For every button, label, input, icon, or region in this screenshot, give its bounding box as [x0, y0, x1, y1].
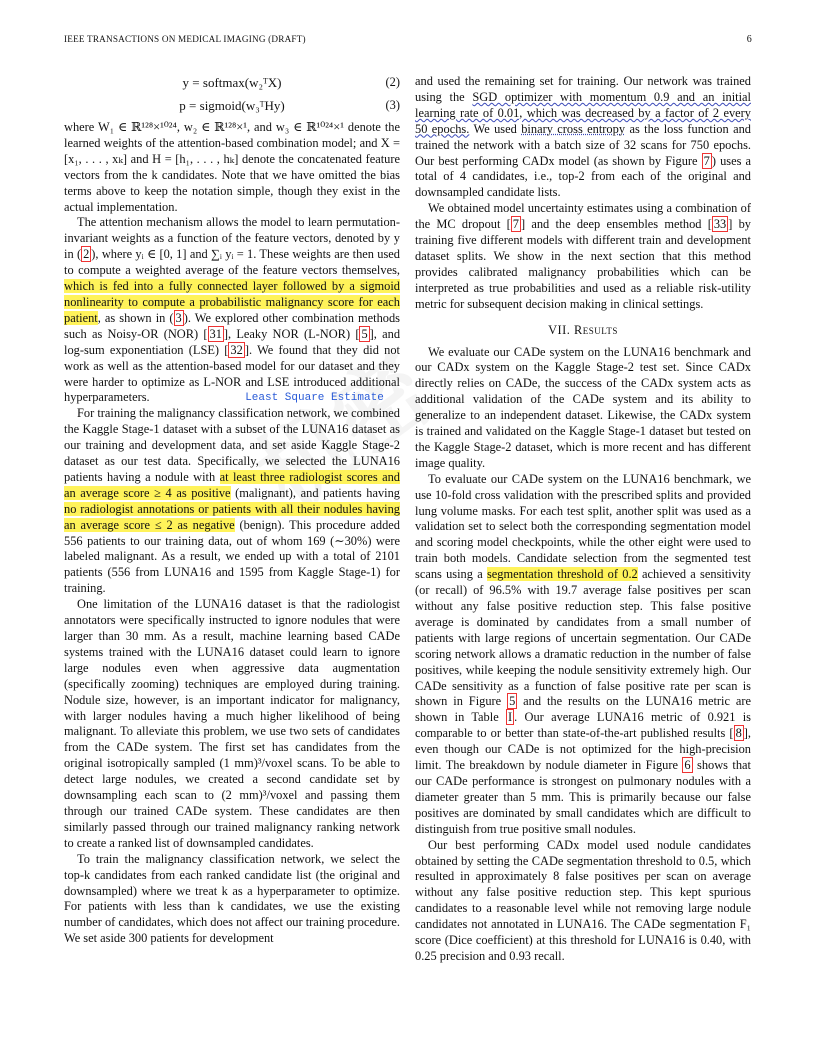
paragraph-uncertainty: We obtained model uncertainty estimates using a combination of the MC dropout [ 7 ] and the deep ensembles method [ 33 ] by training five different models with different train and development dataset splits. We show in the next section that this method provides calibrated malignancy probabilities which can be interpreted as true probabilities and used as a reliable risk-utility metric for subsequent decision making in clinical settings.: [415, 201, 751, 311]
citation-link[interactable]: 8: [735, 726, 742, 741]
citation-link[interactable]: 31: [209, 326, 222, 341]
equation-3: [64, 97, 400, 120]
highlighted-text: which is fed into a fully connected layer followed by a sigmoid nonlinearity to compute a probabilistic malignancy score for each patient: [64, 279, 400, 325]
citation-link[interactable]: 7: [512, 217, 519, 232]
citation-link[interactable]: 33: [713, 217, 727, 232]
citation-link[interactable]: 32: [230, 342, 243, 357]
highlighted-text: no radiologist annotations or patients with all their nodules having an average score ≤ 2 as negative: [64, 501, 400, 532]
citation-link[interactable]: 5: [361, 326, 368, 341]
section-heading-results: VII. Results: [548, 322, 618, 337]
journal-title: IEEE TRANSACTIONS ON MEDICAL IMAGING (DRAFT): [64, 34, 306, 44]
figure-ref-link[interactable]: 7: [703, 153, 710, 168]
right-column: [415, 74, 751, 965]
underlined-text: SGD optimizer with momentum 0.9 and an initial learning rate of 0.01, which was decreased by a factor of 2 every 50 epochs.: [415, 89, 751, 136]
paragraph-optimizer: and used the remaining set for training. Our network was trained using the SGD optimizer with momentum 0.9 and an initial learning rate of 0.01, which was decreased by a factor of 2 every 50 epochs. We used binary cross entropy as the loss function and trained the network with a batch size of 32 scans for 750 epochs. Our best performing CADx model (as shown by Figure 7 ) uses a total of 4 candidates, i.e., top-2 from each of the original and downsampled candidate lists.: [415, 74, 752, 200]
paragraph-limitation: One limitation of the LUNA16 dataset is that the radiologist annotators were specifically instructed to ignore nodules that were larger than 30 mm. As a result, machine learning based CADe systems trained with the LUNA16 dataset could learn to ignore large nodules even when aggressive data augmentation (specifically zooming) techniques are employed during training. Nodule size, however, is an important indicator for malignancy, with larger nodules having a much higher likelihood of being malignant. To alleviate this problem, we use two sets of candidates from the CADe system. The first set has candidates from the original isotropically sampled (1 mm)³/voxel scans. To be able to detect large nodules, we created a second candidate set by downsampling each scan to (2 mm)³/voxel and passing them through our trained CADe system. These candidates are then similarly passed through our trained malignancy ranking network to create a ranked list of downsampled candidates.: [64, 597, 400, 850]
equation-3-body: p = sigmoid(w₃ᵀHy): [179, 98, 285, 113]
figure-ref-link[interactable]: 6: [684, 758, 691, 773]
paragraph-topk: To train the malignancy classification network, we select the top-k candidates from each ranked candidate list (the original and downsampled) where we treat k as a hyperparameter to optimize. For patients with less than k candidates, we use the existing number of candidates, which does not affect our training procedure. We set aside 300 patients for development: [64, 851, 400, 946]
equation-2-number: (2): [385, 75, 400, 89]
page-header: [64, 34, 752, 46]
highlighted-text: at least three radiologist scores and an average score ≥ 4 as positive: [64, 469, 400, 500]
paragraph-training-data: For training the malignancy classification network, we combined the Kaggle Stage-1 dataset with a subset of the LUNA16 dataset as our training and development data, and set aside Kaggle Stage-2 dataset as our test data. Specifically, we selected the LUNA16 patients having a nodule with at least three radiologist scores and an average score ≥ 4 as positive (malignant), and patients having no radiologist annotations or patients with all their nodules having an average score ≤ 2 as negative (benign). This procedure added 556 patients to our training data, out of whom 169 (∼30%) were labeled malignant. As a result, we ended up with a total of 2101 patients (556 from LUNA16 and 1595 from Kaggle Stage-1) for training.: [64, 406, 400, 596]
equation-ref-link[interactable]: 3: [175, 310, 182, 325]
highlighted-text: segmentation threshold of 0.2: [486, 567, 638, 582]
handwritten-annotation: Least Square Estimate: [245, 392, 384, 405]
underlined-text: binary cross entropy: [521, 121, 626, 136]
equation-ref-link[interactable]: 2: [83, 247, 90, 262]
figure-ref-link[interactable]: 5: [509, 694, 516, 709]
table-ref-link[interactable]: I: [508, 710, 513, 725]
paragraph-weights: where W₁ ∈ ℝ¹²⁸×¹⁰²⁴, w₂ ∈ ℝ¹²⁸×¹, and w₃ ∈ ℝ¹⁰²⁴×¹ denote the learned weights of the attention-based combination model; and X = [x₁, . . . , xₖ] and H = [h₁, . . . , hₖ] denote the concatenated feature vectors from the k candidates. Note that we have omitted the bias terms above to keep the notation simple, though they exist in the actual implementation.: [64, 120, 400, 214]
left-column: [64, 74, 400, 947]
equation-2-body: y = softmax(w₂ᵀX): [182, 75, 282, 90]
equation-2: [64, 74, 400, 97]
paragraph-cade-eval: To evaluate our CADe system on the LUNA16 benchmark, we use 10-fold cross validation with the prescribed splits and provided lung volume masks. For each test split, another split was used as a validation set to select both the corresponding segmentation model and scoring model checkpoints, while the other eight were used to train both models. Candidate selection from the segmented test scans using a segmentation threshold of 0.2 achieved a sensitivity (or recall) of 96.5% with 19.7 average false positives per scan without any false positive reduction step. This false positive average is dominated by candidates from a small number of patients with large regions of uncertain segmentation. Our CADe scoring network allows a dramatic reduction in the number of false positives, while keeping the nodule sensitivity extremely high. Our CADe sensitivity as a function of false positive rate per scan is shown in Figure 5 and the results on the LUNA16 metric are shown in Table I . Our average LUNA16 metric of 0.921 is comparable to or better than state-of-the-art published results [ 8 ], even though our CADe is not optimized for the high-precision limit. The breakdown by nodule diameter in Figure 6 shows that our CADe performance is strongest on pulmonary nodules with a diameter greater than 5 mm. This is primarily because our false positives are dominated by small candidates which are difficult to distinguish from true positive small nodules.: [415, 471, 752, 836]
paragraph-attention: The attention mechanism allows the model to learn permutation-invariant weights as a function of the feature vectors, denoted by y in ( 2 ), where yᵢ ∈ [0, 1] and ∑ᵢ yᵢ = 1. These weights are then used to compute a weighted average of the feature vectors themselves, which is fed into a fully connected layer followed by a sigmoid nonlinearity to compute a probabilistic malignancy score for each patient, as shown in ( 3 ). We explored other combination methods such as Noisy-OR (NOR) [ 31 ], Leaky NOR (L-NOR) [ 5 ], and log-sum exponentiation (LSE) [ 32 ]. We found that they did not work as well as the attention-based model for our dataset and they were harder to optimize as L-NOR and LSE introduced additional hyperparameters.: [64, 215, 401, 405]
page-number: 6: [746, 34, 752, 45]
paragraph-evaluate: We evaluate our CADe system on the LUNA16 benchmark and our CADx system on the Kaggle Stage-2 test set. Since CADx directly relies on CADe, the success of the CADx system acts as additional validation of the CADe system and its ability to generalize to an independent dataset. Likewise, the CADx system is trained and validated on the Kaggle Stage-1 dataset but tested on the Kaggle Stage-2 dataset, which is more recent and has different image quality.: [415, 344, 751, 470]
equation-3-number: (3): [385, 98, 400, 112]
paragraph-cadx-best: Our best performing CADx model used nodule candidates obtained by setting the CADe segmentation threshold to 0.5, which resulted in approximately 8 false positives per scan on average without any false positive reduction step. This kept spurious candidates to a reasonable level while not removing large nodule candidates not annotated in LUNA16. The CADe segmentation F₁ score (Dice coefficient) at this threshold for LUNA16 is 0.40, with 0.25 precision and 0.93 recall.: [415, 837, 751, 963]
